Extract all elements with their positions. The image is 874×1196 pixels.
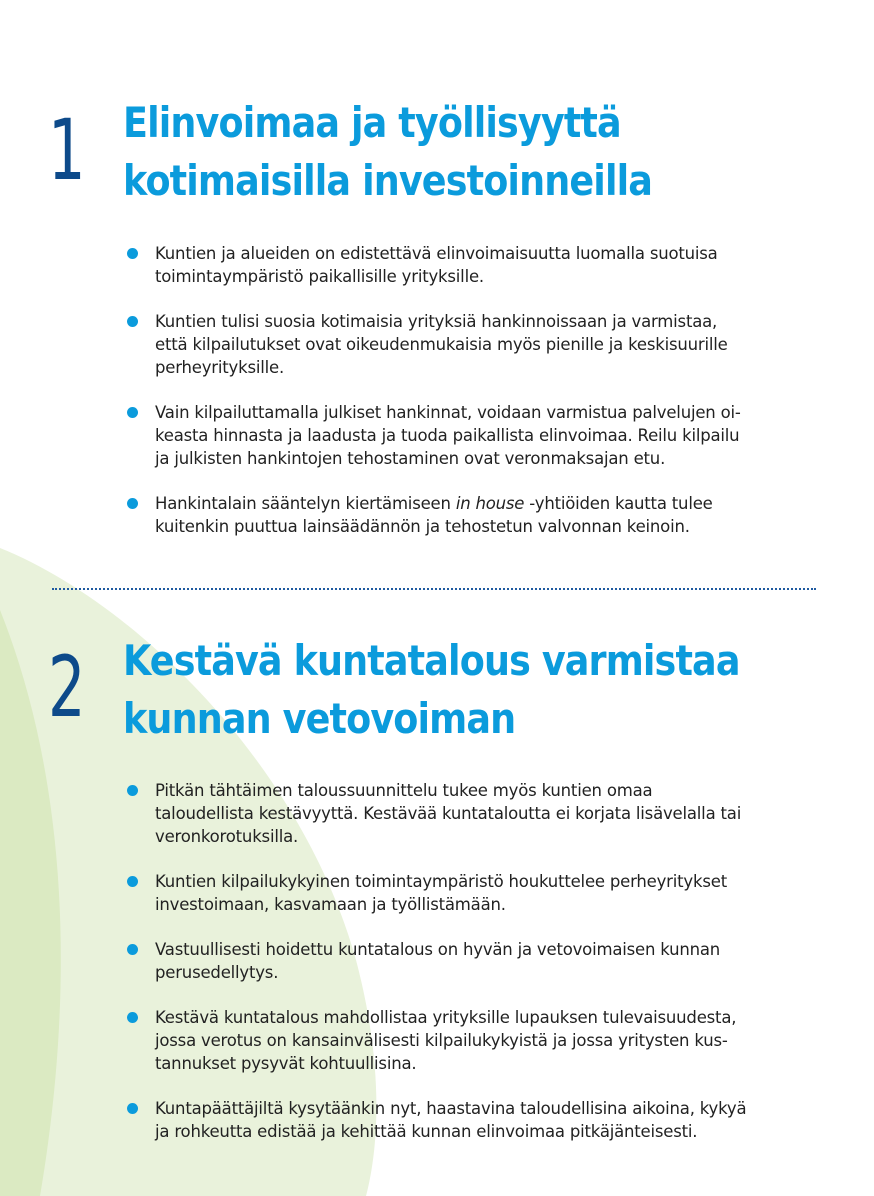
bullet-dot-icon xyxy=(127,248,138,259)
bullet-dot-icon xyxy=(127,1012,138,1023)
text-line: keasta hinnasta ja laadusta ja tuoda paikallista elinvoimaa. Reilu kilpailu xyxy=(155,426,740,445)
list-item xyxy=(125,1097,805,1143)
title-line: kotimaisilla investoinneilla xyxy=(123,156,653,205)
text-line: Vastuullisesti hoidettu kuntatalous on hyvän ja vetovoimaisen kunnan xyxy=(155,940,721,959)
list-item xyxy=(125,1006,805,1075)
text-line: perheyrityksille. xyxy=(155,358,284,377)
text-line: Kestävä kuntatalous mahdollistaa yrityksille lupauksen tulevaisuudesta, xyxy=(155,1008,737,1027)
text-line: perusedellytys. xyxy=(155,963,279,982)
text-line: Pitkän tähtäimen taloussuunnittelu tukee myös kuntien omaa xyxy=(155,781,653,800)
text-line: jossa verotus on kansainvälisesti kilpailukykyistä ja jossa yritysten kus- xyxy=(155,1031,728,1050)
text-line: Kuntien kilpailukykyinen toimintaympäristö houkuttelee perheyritykset xyxy=(155,872,727,891)
bullet-list xyxy=(125,242,805,538)
text-line: taloudellista kestävyyttä. Kestävää kuntataloutta ei korjata lisävelalla tai xyxy=(155,804,742,823)
title-line: Elinvoimaa ja työllisyyttä xyxy=(123,98,621,147)
section-title xyxy=(123,94,652,210)
text-line: tannukset pysyvät kohtuullisina. xyxy=(155,1054,417,1073)
bullet-dot-icon xyxy=(127,316,138,327)
section-title xyxy=(123,632,740,748)
bullet-dot-icon xyxy=(127,876,138,887)
text-line: toimintaympäristö paikallisille yrityksille. xyxy=(155,267,484,286)
title-line: Kestävä kuntatalous varmistaa xyxy=(123,636,740,685)
list-item xyxy=(125,779,805,848)
text-line: Kuntien tulisi suosia kotimaisia yrityksiä hankinnoissaan ja varmistaa, xyxy=(155,312,718,331)
text-line: veronkorotuksilla. xyxy=(155,827,299,846)
section-number: 2 xyxy=(48,638,86,736)
list-item xyxy=(125,492,805,538)
list-item xyxy=(125,401,805,470)
text-line: Vain kilpailuttamalla julkiset hankinnat, voidaan varmistua palvelujen oi- xyxy=(155,403,741,422)
section-divider xyxy=(52,588,816,590)
list-item xyxy=(125,938,805,984)
bullet-dot-icon xyxy=(127,785,138,796)
bullet-dot-icon xyxy=(127,944,138,955)
text-line: että kilpailutukset ovat oikeudenmukaisia myös pienille ja keskisuurille xyxy=(155,335,728,354)
list-item xyxy=(125,242,805,288)
list-item xyxy=(125,310,805,379)
section-number: 1 xyxy=(48,101,86,199)
italic-term: in house xyxy=(455,494,525,513)
list-item xyxy=(125,870,805,916)
bullet-list xyxy=(125,779,805,1143)
text-segment: Hankintalain sääntelyn kiertämiseen xyxy=(155,494,456,513)
text-line: kuitenkin puuttua lainsäädännön ja tehostetun valvonnan keinoin. xyxy=(155,517,690,536)
title-line: kunnan vetovoiman xyxy=(123,694,516,743)
text-line: investoimaan, kasvamaan ja työllistämään. xyxy=(155,895,506,914)
text-segment: -yhtiöiden kautta tulee xyxy=(524,494,713,513)
bullet-dot-icon xyxy=(127,498,138,509)
text-line: ja julkisten hankintojen tehostaminen ovat veronmaksajan etu. xyxy=(155,449,666,468)
bullet-dot-icon xyxy=(127,1103,138,1114)
bullet-dot-icon xyxy=(127,407,138,418)
text-line: Kuntien ja alueiden on edistettävä elinvoimaisuutta luomalla suotuisa xyxy=(155,244,718,263)
text-line: ja rohkeutta edistää ja kehittää kunnan elinvoimaa pitkäjänteisesti. xyxy=(155,1122,698,1141)
text-line: Kuntapäättäjiltä kysytäänkin nyt, haastavina taloudellisina aikoina, kykyä xyxy=(155,1099,747,1118)
